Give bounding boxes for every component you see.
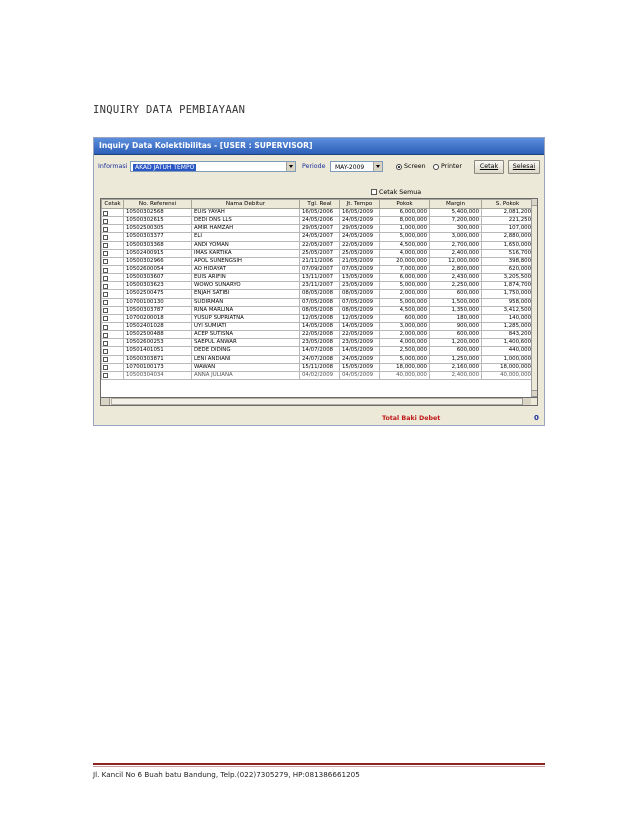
- cetak-cell: [102, 209, 124, 217]
- col-margin[interactable]: Margin: [430, 200, 482, 209]
- cell-jt-tempo: 04/05/2009: [340, 371, 380, 379]
- cell-jt-tempo: 07/05/2009: [340, 298, 380, 306]
- vertical-scrollbar[interactable]: [531, 199, 537, 397]
- cell-pokok: 40,000,000: [380, 371, 430, 379]
- periode-label: Periode: [302, 163, 326, 170]
- footer-divider: [93, 763, 545, 765]
- cell-tgl-real: 24/05/2006: [300, 217, 340, 225]
- row-print-checkbox[interactable]: [103, 373, 108, 378]
- row-print-checkbox[interactable]: [103, 292, 108, 297]
- cell-s-pokok: 18,000,000: [482, 363, 534, 371]
- table-row[interactable]: [102, 339, 534, 347]
- cell-s-pokok: 620,000: [482, 265, 534, 273]
- row-print-checkbox[interactable]: [103, 227, 108, 232]
- cell-no-referensi: 10500303368: [124, 241, 192, 249]
- cell-margin: 2,250,000: [430, 282, 482, 290]
- cell-tgl-real: 23/05/2008: [300, 339, 340, 347]
- row-print-checkbox[interactable]: [103, 325, 108, 330]
- row-print-checkbox[interactable]: [103, 300, 108, 305]
- scroll-up-icon[interactable]: [532, 199, 538, 206]
- cell-s-pokok: 221,250: [482, 217, 534, 225]
- cetak-cell: [102, 265, 124, 273]
- cell-jt-tempo: 25/05/2009: [340, 249, 380, 257]
- cell-margin: 600,000: [430, 331, 482, 339]
- cetak-cell: [102, 274, 124, 282]
- cell-jt-tempo: 14/05/2009: [340, 347, 380, 355]
- chevron-down-icon[interactable]: [373, 162, 382, 171]
- table-row[interactable]: [102, 265, 534, 273]
- cell-jt-tempo: 22/05/2009: [340, 331, 380, 339]
- cetak-cell: [102, 306, 124, 314]
- cell-s-pokok: 1,874,700: [482, 282, 534, 290]
- informasi-value: AKAD JATUH TEMPO: [135, 163, 195, 171]
- cell-jt-tempo: 23/05/2009: [340, 282, 380, 290]
- table-header-row: [102, 200, 534, 209]
- row-print-checkbox[interactable]: [103, 333, 108, 338]
- cell-nama-debitur: ANNA JULIANA: [192, 371, 300, 379]
- cell-tgl-real: 22/05/2007: [300, 241, 340, 249]
- col-s-pokok[interactable]: S. Pokok: [482, 200, 534, 209]
- cell-s-pokok: 107,000: [482, 225, 534, 233]
- cell-no-referensi: 10500304034: [124, 371, 192, 379]
- cell-nama-debitur: ACEP SUTISNA: [192, 331, 300, 339]
- row-print-checkbox[interactable]: [103, 251, 108, 256]
- cell-tgl-real: 25/05/2007: [300, 249, 340, 257]
- footer-address: Jl. Kancil No 6 Buah batu Bandung, Telp.(022)7305279, HP:081386661205: [93, 770, 360, 779]
- cell-jt-tempo: 24/05/2009: [340, 217, 380, 225]
- table-row[interactable]: [102, 290, 534, 298]
- row-print-checkbox[interactable]: [103, 357, 108, 362]
- cell-no-referensi: 10502500305: [124, 225, 192, 233]
- cell-s-pokok: 1,750,000: [482, 290, 534, 298]
- cell-pokok: 1,000,000: [380, 225, 430, 233]
- radio-screen-label: Screen: [404, 163, 426, 170]
- cell-no-referensi: 10502500488: [124, 331, 192, 339]
- cetak-cell: [102, 363, 124, 371]
- cell-margin: 900,000: [430, 322, 482, 330]
- cell-nama-debitur: UYI SUMIATI: [192, 322, 300, 330]
- cell-tgl-real: 15/11/2008: [300, 363, 340, 371]
- cell-margin: 2,800,000: [430, 265, 482, 273]
- cell-tgl-real: 23/11/2007: [300, 282, 340, 290]
- cell-nama-debitur: YUSUP SUPRIATNA: [192, 314, 300, 322]
- cetak-cell: [102, 371, 124, 379]
- cetak-cell: [102, 241, 124, 249]
- cell-margin: 2,430,000: [430, 274, 482, 282]
- table-row[interactable]: [102, 249, 534, 257]
- cell-pokok: 5,000,000: [380, 298, 430, 306]
- periode-value: MAY-2009: [335, 163, 365, 171]
- cell-tgl-real: 24/05/2007: [300, 233, 340, 241]
- col-pokok[interactable]: Pokok: [380, 200, 430, 209]
- table-row[interactable]: [102, 233, 534, 241]
- cell-margin: 1,500,000: [430, 298, 482, 306]
- cell-s-pokok: 40,000,000: [482, 371, 534, 379]
- cell-nama-debitur: SAEPUL ANWAR: [192, 339, 300, 347]
- chevron-down-icon[interactable]: [286, 162, 295, 171]
- cell-tgl-real: 13/11/2007: [300, 274, 340, 282]
- total-baki-debet-value: 0: [534, 414, 539, 422]
- cell-margin: 2,400,000: [430, 371, 482, 379]
- cell-s-pokok: 843,200: [482, 331, 534, 339]
- informasi-select[interactable]: [130, 161, 296, 172]
- col-nama-debitur[interactable]: Nama Debitur: [192, 200, 300, 209]
- cell-margin: 180,000: [430, 314, 482, 322]
- table-row[interactable]: [102, 209, 534, 217]
- cetak-semua-label: Cetak Semua: [379, 189, 422, 196]
- cell-margin: 600,000: [430, 347, 482, 355]
- table-row[interactable]: [102, 355, 534, 363]
- cell-pokok: 3,000,000: [380, 322, 430, 330]
- cell-no-referensi: 10500303377: [124, 233, 192, 241]
- cell-no-referensi: 10500303871: [124, 355, 192, 363]
- table-row[interactable]: [102, 282, 534, 290]
- row-print-checkbox[interactable]: [103, 211, 108, 216]
- row-print-checkbox[interactable]: [103, 243, 108, 248]
- cell-jt-tempo: 22/05/2009: [340, 241, 380, 249]
- data-grid[interactable]: [100, 198, 538, 398]
- row-print-checkbox[interactable]: [103, 284, 108, 289]
- radio-screen[interactable]: [396, 164, 402, 170]
- cell-margin: 1,200,000: [430, 339, 482, 347]
- cell-jt-tempo: 13/05/2009: [340, 274, 380, 282]
- cell-pokok: 6,000,000: [380, 274, 430, 282]
- cell-nama-debitur: APOL SUNENGSIH: [192, 257, 300, 265]
- cell-no-referensi: 10500302615: [124, 217, 192, 225]
- cell-margin: 2,700,000: [430, 241, 482, 249]
- cell-s-pokok: 1,000,000: [482, 355, 534, 363]
- cell-no-referensi: 10700100173: [124, 363, 192, 371]
- scroll-thumb[interactable]: [111, 398, 529, 405]
- cetak-cell: [102, 339, 124, 347]
- cell-tgl-real: 14/07/2008: [300, 347, 340, 355]
- periode-select[interactable]: [330, 161, 383, 172]
- cell-pokok: 4,000,000: [380, 249, 430, 257]
- horizontal-scrollbar[interactable]: [100, 397, 538, 406]
- cell-no-referensi: 10502401028: [124, 322, 192, 330]
- cell-jt-tempo: 07/05/2009: [340, 265, 380, 273]
- cell-s-pokok: 1,650,000: [482, 241, 534, 249]
- cell-margin: 1,250,000: [430, 355, 482, 363]
- cell-jt-tempo: 08/05/2009: [340, 290, 380, 298]
- cell-margin: 12,000,000: [430, 257, 482, 265]
- col-cetak[interactable]: Cetak: [102, 200, 124, 209]
- table-body: [102, 209, 534, 380]
- table-row[interactable]: [102, 322, 534, 330]
- row-print-checkbox[interactable]: [103, 276, 108, 281]
- cell-tgl-real: 29/05/2007: [300, 225, 340, 233]
- cell-nama-debitur: SUDIRMAN: [192, 298, 300, 306]
- cell-jt-tempo: 14/05/2009: [340, 322, 380, 330]
- cell-tgl-real: 08/05/2008: [300, 290, 340, 298]
- window-titlebar: [94, 138, 544, 155]
- cell-nama-debitur: ELI: [192, 233, 300, 241]
- cetak-cell: [102, 290, 124, 298]
- cell-no-referensi: 10500302966: [124, 257, 192, 265]
- table-row[interactable]: [102, 347, 534, 355]
- data-table: [101, 199, 534, 380]
- cell-nama-debitur: LENI ANDIANI: [192, 355, 300, 363]
- cetak-cell: [102, 347, 124, 355]
- cell-pokok: 4,500,000: [380, 241, 430, 249]
- cell-tgl-real: 14/05/2008: [300, 322, 340, 330]
- cell-s-pokok: 1,400,600: [482, 339, 534, 347]
- cell-s-pokok: 440,000: [482, 347, 534, 355]
- cell-pokok: 2,000,000: [380, 290, 430, 298]
- cell-pokok: 2,500,000: [380, 347, 430, 355]
- cell-jt-tempo: 23/05/2009: [340, 339, 380, 347]
- cell-pokok: 20,000,000: [380, 257, 430, 265]
- col-no-referensi[interactable]: No. Referensi: [124, 200, 192, 209]
- cetak-cell: [102, 282, 124, 290]
- cell-no-referensi: 10502400915: [124, 249, 192, 257]
- cell-jt-tempo: 21/05/2009: [340, 257, 380, 265]
- cell-nama-debitur: DEDE DIDING: [192, 347, 300, 355]
- cell-no-referensi: 10700200018: [124, 314, 192, 322]
- cell-jt-tempo: 15/05/2009: [340, 363, 380, 371]
- cell-nama-debitur: RINA MARLINA: [192, 306, 300, 314]
- inquiry-window: [93, 137, 545, 426]
- cell-pokok: 8,000,000: [380, 217, 430, 225]
- cetak-cell: [102, 233, 124, 241]
- row-print-checkbox[interactable]: [103, 341, 108, 346]
- cell-pokok: 600,000: [380, 314, 430, 322]
- cell-margin: 2,160,000: [430, 363, 482, 371]
- cell-tgl-real: 21/11/2006: [300, 257, 340, 265]
- cell-tgl-real: 22/05/2008: [300, 331, 340, 339]
- scroll-right-icon[interactable]: [522, 398, 531, 405]
- footer-divider-thin: [93, 766, 545, 767]
- row-print-checkbox[interactable]: [103, 219, 108, 224]
- cell-jt-tempo: 08/05/2009: [340, 306, 380, 314]
- window-title: Inquiry Data Kolektibilitas - [USER : SUPERVISOR]: [99, 141, 313, 150]
- cell-tgl-real: 16/05/2006: [300, 209, 340, 217]
- cell-pokok: 4,500,000: [380, 306, 430, 314]
- cell-pokok: 18,000,000: [380, 363, 430, 371]
- cell-s-pokok: 1,285,000: [482, 322, 534, 330]
- selesai-button[interactable]: Selesai: [508, 160, 540, 174]
- cell-margin: 300,000: [430, 225, 482, 233]
- cell-no-referensi: 10501401051: [124, 347, 192, 355]
- cell-s-pokok: 3,412,500: [482, 306, 534, 314]
- table-row[interactable]: [102, 274, 534, 282]
- row-print-checkbox[interactable]: [103, 308, 108, 313]
- cell-s-pokok: 2,081,200: [482, 209, 534, 217]
- cell-pokok: 4,000,000: [380, 339, 430, 347]
- cetak-cell: [102, 257, 124, 265]
- cell-s-pokok: 958,000: [482, 298, 534, 306]
- cetak-cell: [102, 314, 124, 322]
- cetak-semua-checkbox[interactable]: [371, 189, 377, 195]
- table-row[interactable]: [102, 363, 534, 371]
- row-print-checkbox[interactable]: [103, 316, 108, 321]
- cell-no-referensi: 10500303607: [124, 274, 192, 282]
- cell-nama-debitur: ENJAH SATIBI: [192, 290, 300, 298]
- table-row[interactable]: [102, 225, 534, 233]
- cell-tgl-real: 08/05/2008: [300, 306, 340, 314]
- cell-s-pokok: 516,700: [482, 249, 534, 257]
- informasi-label: Informasi: [98, 163, 128, 170]
- cell-nama-debitur: AO HIDAYAT: [192, 265, 300, 273]
- row-print-checkbox[interactable]: [103, 365, 108, 370]
- cell-s-pokok: 398,800: [482, 257, 534, 265]
- cell-jt-tempo: 24/05/2009: [340, 233, 380, 241]
- cell-no-referensi: 10500302568: [124, 209, 192, 217]
- cell-nama-debitur: DEDI DNS LLS: [192, 217, 300, 225]
- table-row[interactable]: [102, 257, 534, 265]
- cell-pokok: 5,000,000: [380, 233, 430, 241]
- table-row[interactable]: [102, 298, 534, 306]
- col-jt-tempo[interactable]: Jt. Tempo: [340, 200, 380, 209]
- cell-jt-tempo: 29/05/2009: [340, 225, 380, 233]
- document-heading: INQUIRY DATA PEMBIAYAAN: [93, 104, 246, 116]
- cell-tgl-real: 12/05/2008: [300, 314, 340, 322]
- cell-pokok: 7,000,000: [380, 265, 430, 273]
- cell-margin: 600,000: [430, 290, 482, 298]
- cell-margin: 2,400,000: [430, 249, 482, 257]
- cell-nama-debitur: AMIR HAMZAH: [192, 225, 300, 233]
- cell-s-pokok: 3,205,500: [482, 274, 534, 282]
- cell-pokok: 5,000,000: [380, 282, 430, 290]
- cell-s-pokok: 2,880,000: [482, 233, 534, 241]
- row-print-checkbox[interactable]: [103, 235, 108, 240]
- cell-pokok: 5,000,000: [380, 355, 430, 363]
- radio-printer-label: Printer: [441, 163, 462, 170]
- cell-no-referensi: 10500303787: [124, 306, 192, 314]
- cell-margin: 7,200,000: [430, 217, 482, 225]
- cell-nama-debitur: WAWAN: [192, 363, 300, 371]
- cell-no-referensi: 10502500475: [124, 290, 192, 298]
- cetak-cell: [102, 331, 124, 339]
- cetak-cell: [102, 217, 124, 225]
- cell-pokok: 6,000,000: [380, 209, 430, 217]
- cell-tgl-real: 07/05/2008: [300, 298, 340, 306]
- cell-margin: 1,350,000: [430, 306, 482, 314]
- row-print-checkbox[interactable]: [103, 259, 108, 264]
- table-row[interactable]: [102, 241, 534, 249]
- cell-tgl-real: 07/09/2007: [300, 265, 340, 273]
- col-tgl-real[interactable]: Tgl. Real: [300, 200, 340, 209]
- cell-pokok: 2,000,000: [380, 331, 430, 339]
- cetak-cell: [102, 225, 124, 233]
- cell-no-referensi: 10500303623: [124, 282, 192, 290]
- scroll-left-icon[interactable]: [101, 398, 110, 405]
- cetak-cell: [102, 298, 124, 306]
- cell-nama-debitur: EUIS ARIFIN: [192, 274, 300, 282]
- cell-nama-debitur: IMAS KARTIKA: [192, 249, 300, 257]
- cell-jt-tempo: 12/05/2009: [340, 314, 380, 322]
- cell-jt-tempo: 16/05/2009: [340, 209, 380, 217]
- row-print-checkbox[interactable]: [103, 268, 108, 273]
- cell-nama-debitur: ANDI YOMAN: [192, 241, 300, 249]
- cell-tgl-real: 04/02/2009: [300, 371, 340, 379]
- radio-printer[interactable]: [433, 164, 439, 170]
- cell-margin: 3,000,000: [430, 233, 482, 241]
- cell-jt-tempo: 24/05/2009: [340, 355, 380, 363]
- table-row[interactable]: [102, 371, 534, 379]
- scroll-down-icon[interactable]: [532, 390, 538, 397]
- table-row[interactable]: [102, 306, 534, 314]
- cell-no-referensi: 10502600054: [124, 265, 192, 273]
- table-row[interactable]: [102, 331, 534, 339]
- cell-nama-debitur: WOWO SUNARYO: [192, 282, 300, 290]
- cell-margin: 5,400,000: [430, 209, 482, 217]
- row-print-checkbox[interactable]: [103, 349, 108, 354]
- table-row[interactable]: [102, 217, 534, 225]
- cetak-cell: [102, 322, 124, 330]
- cell-nama-debitur: EUIS YAYAH: [192, 209, 300, 217]
- cetak-button[interactable]: Cetak: [474, 160, 504, 174]
- cetak-cell: [102, 355, 124, 363]
- cell-no-referensi: 10700100130: [124, 298, 192, 306]
- cell-s-pokok: 140,000: [482, 314, 534, 322]
- cell-tgl-real: 24/07/2008: [300, 355, 340, 363]
- cetak-cell: [102, 249, 124, 257]
- table-row[interactable]: [102, 314, 534, 322]
- total-baki-debet-label: Total Baki Debet: [382, 415, 441, 422]
- cell-no-referensi: 10502600253: [124, 339, 192, 347]
